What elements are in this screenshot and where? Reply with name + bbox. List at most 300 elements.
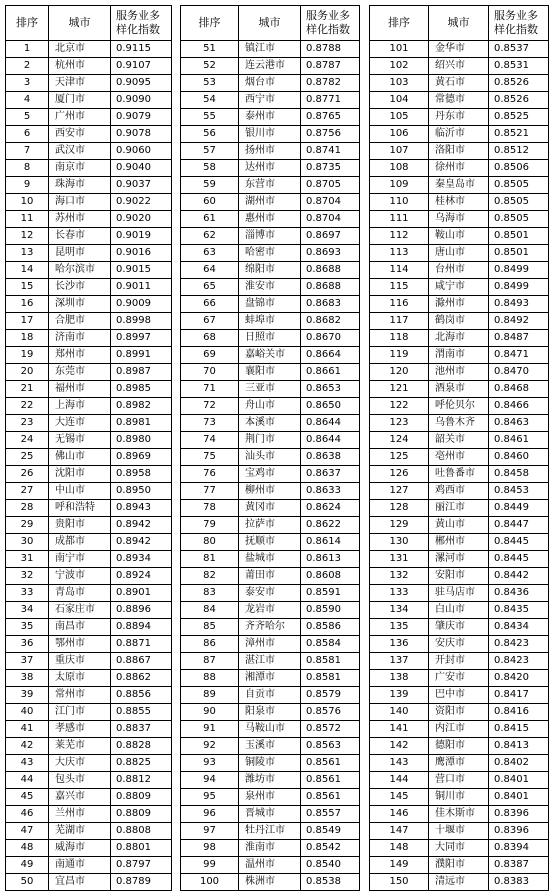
table-row [370, 585, 549, 602]
table-row [181, 772, 360, 789]
city-cell: 佛山市 [49, 449, 111, 466]
index-cell: 0.8493 [489, 296, 549, 313]
table-row [181, 602, 360, 619]
table-row [6, 619, 172, 636]
rank-cell: 24 [6, 432, 49, 449]
index-cell: 0.8991 [111, 347, 172, 364]
table-row [6, 704, 172, 721]
table-row [6, 806, 172, 823]
table-row [370, 194, 549, 211]
rank-cell: 105 [370, 109, 429, 126]
rank-cell: 122 [370, 398, 429, 415]
table-row [6, 177, 172, 194]
rank-cell: 83 [181, 585, 239, 602]
rank-cell: 114 [370, 262, 429, 279]
table-row [370, 687, 549, 704]
city-cell: 孝感市 [49, 721, 111, 738]
city-cell: 玉溪市 [239, 738, 301, 755]
city-cell: 莆田市 [239, 568, 301, 585]
city-cell: 温州市 [239, 857, 301, 874]
rank-cell: 131 [370, 551, 429, 568]
rank-cell: 25 [6, 449, 49, 466]
city-cell: 莱芜市 [49, 738, 111, 755]
city-cell: 鹤岗市 [429, 313, 489, 330]
city-cell: 大同市 [429, 840, 489, 857]
index-cell: 0.8396 [489, 823, 549, 840]
table-row [6, 857, 172, 874]
index-cell: 0.8590 [301, 602, 360, 619]
index-cell: 0.8468 [489, 381, 549, 398]
city-cell: 濮阳市 [429, 857, 489, 874]
index-cell: 0.9019 [111, 228, 172, 245]
rank-cell: 72 [181, 398, 239, 415]
city-cell: 金华市 [429, 41, 489, 58]
table-row [6, 602, 172, 619]
rank-cell: 129 [370, 517, 429, 534]
index-cell: 0.8934 [111, 551, 172, 568]
table-row [6, 636, 172, 653]
index-cell: 0.9016 [111, 245, 172, 262]
table-row [370, 874, 549, 891]
city-cell: 桂林市 [429, 194, 489, 211]
index-cell: 0.8969 [111, 449, 172, 466]
table-row [181, 500, 360, 517]
table-row [6, 194, 172, 211]
index-cell: 0.8788 [301, 41, 360, 58]
table-row [370, 364, 549, 381]
rank-cell: 75 [181, 449, 239, 466]
table-body-1 [6, 41, 172, 891]
index-cell: 0.8998 [111, 313, 172, 330]
table-row [181, 823, 360, 840]
index-cell: 0.8837 [111, 721, 172, 738]
table-row [6, 432, 172, 449]
rank-cell: 51 [181, 41, 239, 58]
index-cell: 0.8741 [301, 143, 360, 160]
city-cell: 威海市 [49, 840, 111, 857]
rank-cell: 22 [6, 398, 49, 415]
city-cell: 广州市 [49, 109, 111, 126]
rank-cell: 44 [6, 772, 49, 789]
city-cell: 淮南市 [239, 840, 301, 857]
index-cell: 0.8537 [489, 41, 549, 58]
table-row [370, 126, 549, 143]
rank-cell: 90 [181, 704, 239, 721]
city-cell: 德阳市 [429, 738, 489, 755]
table-row [370, 823, 549, 840]
table-row [6, 789, 172, 806]
rank-cell: 3 [6, 75, 49, 92]
rank-cell: 86 [181, 636, 239, 653]
index-cell: 0.8613 [301, 551, 360, 568]
table-row [181, 58, 360, 75]
index-cell: 0.8401 [489, 772, 549, 789]
index-cell: 0.8423 [489, 636, 549, 653]
table-row [181, 619, 360, 636]
index-cell: 0.8576 [301, 704, 360, 721]
header-city: 城市 [239, 6, 301, 41]
rank-cell: 132 [370, 568, 429, 585]
index-cell: 0.8688 [301, 279, 360, 296]
index-cell: 0.8447 [489, 517, 549, 534]
index-cell: 0.8492 [489, 313, 549, 330]
table-row [6, 840, 172, 857]
index-cell: 0.8487 [489, 330, 549, 347]
index-cell: 0.8787 [301, 58, 360, 75]
city-cell: 嘉峪关市 [239, 347, 301, 364]
index-cell: 0.9022 [111, 194, 172, 211]
index-cell: 0.9009 [111, 296, 172, 313]
index-cell: 0.8985 [111, 381, 172, 398]
table-row [181, 92, 360, 109]
rank-cell: 106 [370, 126, 429, 143]
table-row [6, 415, 172, 432]
table-row [6, 279, 172, 296]
rank-cell: 123 [370, 415, 429, 432]
table-row [181, 228, 360, 245]
city-cell: 抚顺市 [239, 534, 301, 551]
table-row [6, 721, 172, 738]
city-cell: 盘锦市 [239, 296, 301, 313]
table-row [370, 160, 549, 177]
table-row [6, 245, 172, 262]
header-rank: 排序 [181, 6, 239, 41]
city-cell: 襄阳市 [239, 364, 301, 381]
city-cell: 北海市 [429, 330, 489, 347]
city-cell: 湛江市 [239, 653, 301, 670]
city-cell: 淮安市 [239, 279, 301, 296]
table-row [370, 704, 549, 721]
index-cell: 0.8413 [489, 738, 549, 755]
city-cell: 厦门市 [49, 92, 111, 109]
city-cell: 西宁市 [239, 92, 301, 109]
rank-cell: 15 [6, 279, 49, 296]
table-row [6, 262, 172, 279]
rank-cell: 28 [6, 500, 49, 517]
table-row [370, 228, 549, 245]
city-cell: 泉州市 [239, 789, 301, 806]
index-cell: 0.8765 [301, 109, 360, 126]
table-row [181, 704, 360, 721]
rank-cell: 71 [181, 381, 239, 398]
rank-cell: 121 [370, 381, 429, 398]
index-cell: 0.8499 [489, 262, 549, 279]
city-cell: 白山市 [429, 602, 489, 619]
table-row [370, 58, 549, 75]
table-row [370, 602, 549, 619]
table-row [6, 449, 172, 466]
city-cell: 鹰潭市 [429, 755, 489, 772]
index-cell: 0.8756 [301, 126, 360, 143]
rank-cell: 54 [181, 92, 239, 109]
city-cell: 丹东市 [429, 109, 489, 126]
city-cell: 柳州市 [239, 483, 301, 500]
index-cell: 0.8862 [111, 670, 172, 687]
rank-cell: 49 [6, 857, 49, 874]
city-cell: 连云港市 [239, 58, 301, 75]
rank-cell: 40 [6, 704, 49, 721]
city-cell: 齐齐哈尔 [239, 619, 301, 636]
city-cell: 哈尔滨市 [49, 262, 111, 279]
index-cell: 0.8557 [301, 806, 360, 823]
rank-cell: 84 [181, 602, 239, 619]
rank-cell: 37 [6, 653, 49, 670]
table-row [6, 738, 172, 755]
city-cell: 驻马店市 [429, 585, 489, 602]
rank-cell: 115 [370, 279, 429, 296]
rank-cell: 69 [181, 347, 239, 364]
city-cell: 黄冈市 [239, 500, 301, 517]
table-row [370, 143, 549, 160]
city-cell: 酒泉市 [429, 381, 489, 398]
index-cell: 0.8505 [489, 194, 549, 211]
index-cell: 0.8644 [301, 415, 360, 432]
table-row [181, 534, 360, 551]
city-cell: 南京市 [49, 160, 111, 177]
table-row [6, 670, 172, 687]
table-row [6, 772, 172, 789]
rank-cell: 57 [181, 143, 239, 160]
city-cell: 吐鲁番市 [429, 466, 489, 483]
index-cell: 0.8782 [301, 75, 360, 92]
city-cell: 石家庄市 [49, 602, 111, 619]
table-row [6, 874, 172, 891]
rank-cell: 48 [6, 840, 49, 857]
city-cell: 江门市 [49, 704, 111, 721]
table-row [181, 806, 360, 823]
index-cell: 0.8396 [489, 806, 549, 823]
city-cell: 杭州市 [49, 58, 111, 75]
rank-cell: 93 [181, 755, 239, 772]
table-row [6, 228, 172, 245]
table-row [6, 398, 172, 415]
city-cell: 沈阳市 [49, 466, 111, 483]
rank-cell: 98 [181, 840, 239, 857]
rank-cell: 58 [181, 160, 239, 177]
table-row [181, 296, 360, 313]
index-cell: 0.8614 [301, 534, 360, 551]
city-cell: 渭南市 [429, 347, 489, 364]
city-cell: 舟山市 [239, 398, 301, 415]
index-cell: 0.8579 [301, 687, 360, 704]
rank-cell: 27 [6, 483, 49, 500]
rank-cell: 14 [6, 262, 49, 279]
city-cell: 泰州市 [239, 109, 301, 126]
header-rank: 排序 [6, 6, 49, 41]
rank-cell: 39 [6, 687, 49, 704]
index-cell: 0.8501 [489, 228, 549, 245]
index-cell: 0.9090 [111, 92, 172, 109]
table-row [181, 126, 360, 143]
rank-cell: 67 [181, 313, 239, 330]
city-cell: 武汉市 [49, 143, 111, 160]
city-cell: 郴州市 [429, 534, 489, 551]
city-cell: 绵阳市 [239, 262, 301, 279]
city-cell: 珠海市 [49, 177, 111, 194]
city-cell: 资阳市 [429, 704, 489, 721]
index-cell: 0.9011 [111, 279, 172, 296]
city-cell: 漯河市 [429, 551, 489, 568]
rank-cell: 60 [181, 194, 239, 211]
city-cell: 黄山市 [429, 517, 489, 534]
table-row [370, 568, 549, 585]
table-row [181, 789, 360, 806]
table-row [370, 619, 549, 636]
index-cell: 0.9078 [111, 126, 172, 143]
city-cell: 滁州市 [429, 296, 489, 313]
index-cell: 0.9095 [111, 75, 172, 92]
rank-cell: 95 [181, 789, 239, 806]
rank-cell: 17 [6, 313, 49, 330]
index-cell: 0.8561 [301, 789, 360, 806]
rank-cell: 146 [370, 806, 429, 823]
city-cell: 徐州市 [429, 160, 489, 177]
rank-cell: 26 [6, 466, 49, 483]
index-cell: 0.9037 [111, 177, 172, 194]
rank-cell: 135 [370, 619, 429, 636]
rank-cell: 142 [370, 738, 429, 755]
index-cell: 0.8505 [489, 211, 549, 228]
table-row [370, 500, 549, 517]
table-row [181, 636, 360, 653]
index-cell: 0.8664 [301, 347, 360, 364]
table-row [370, 279, 549, 296]
rank-cell: 70 [181, 364, 239, 381]
rank-cell: 9 [6, 177, 49, 194]
table-row [181, 721, 360, 738]
index-cell: 0.8797 [111, 857, 172, 874]
index-cell: 0.8624 [301, 500, 360, 517]
index-cell: 0.8501 [489, 245, 549, 262]
table-row [370, 449, 549, 466]
index-cell: 0.8417 [489, 687, 549, 704]
table-row [6, 551, 172, 568]
index-cell: 0.8943 [111, 500, 172, 517]
index-cell: 0.8809 [111, 806, 172, 823]
table-row [370, 262, 549, 279]
index-cell: 0.8637 [301, 466, 360, 483]
city-cell: 鄂州市 [49, 636, 111, 653]
city-cell: 海口市 [49, 194, 111, 211]
city-cell: 包头市 [49, 772, 111, 789]
rank-cell: 76 [181, 466, 239, 483]
city-cell: 自贡市 [239, 687, 301, 704]
index-cell: 0.8591 [301, 585, 360, 602]
ranking-table-1 [5, 5, 172, 891]
table-row [370, 840, 549, 857]
rank-cell: 30 [6, 534, 49, 551]
index-cell: 0.8470 [489, 364, 549, 381]
rank-cell: 101 [370, 41, 429, 58]
rank-cell: 147 [370, 823, 429, 840]
index-cell: 0.8987 [111, 364, 172, 381]
city-cell: 乌鲁木齐 [429, 415, 489, 432]
table-row [181, 279, 360, 296]
rank-cell: 130 [370, 534, 429, 551]
city-cell: 清远市 [429, 874, 489, 891]
rank-cell: 38 [6, 670, 49, 687]
rank-cell: 145 [370, 789, 429, 806]
table-row [6, 143, 172, 160]
rank-cell: 32 [6, 568, 49, 585]
rank-cell: 50 [6, 874, 49, 891]
index-cell: 0.9015 [111, 262, 172, 279]
rank-cell: 53 [181, 75, 239, 92]
rank-cell: 81 [181, 551, 239, 568]
header-rank: 排序 [370, 6, 429, 41]
table-row [6, 381, 172, 398]
city-cell: 苏州市 [49, 211, 111, 228]
rank-cell: 68 [181, 330, 239, 347]
rank-cell: 125 [370, 449, 429, 466]
rank-cell: 144 [370, 772, 429, 789]
rank-cell: 42 [6, 738, 49, 755]
city-cell: 黄石市 [429, 75, 489, 92]
index-cell: 0.8466 [489, 398, 549, 415]
index-cell: 0.8540 [301, 857, 360, 874]
table-row [370, 636, 549, 653]
city-cell: 马鞍山市 [239, 721, 301, 738]
city-cell: 福州市 [49, 381, 111, 398]
table-row [6, 92, 172, 109]
city-cell: 无锡市 [49, 432, 111, 449]
table-row [370, 313, 549, 330]
index-cell: 0.8697 [301, 228, 360, 245]
index-cell: 0.8644 [301, 432, 360, 449]
table-row [6, 41, 172, 58]
table-row [6, 483, 172, 500]
rank-cell: 141 [370, 721, 429, 738]
rank-cell: 59 [181, 177, 239, 194]
city-cell: 天津市 [49, 75, 111, 92]
table-row [6, 466, 172, 483]
city-cell: 亳州市 [429, 449, 489, 466]
rank-cell: 47 [6, 823, 49, 840]
index-cell: 0.8531 [489, 58, 549, 75]
city-cell: 秦皇岛市 [429, 177, 489, 194]
table-row [370, 653, 549, 670]
rank-cell: 82 [181, 568, 239, 585]
table-row [6, 568, 172, 585]
index-cell: 0.8435 [489, 602, 549, 619]
table-row [6, 517, 172, 534]
city-cell: 银川市 [239, 126, 301, 143]
header-index: 服务业多 样化指数 [489, 6, 549, 41]
city-cell: 唐山市 [429, 245, 489, 262]
table-row [370, 415, 549, 432]
index-cell: 0.8581 [301, 653, 360, 670]
index-cell: 0.8586 [301, 619, 360, 636]
city-cell: 宜昌市 [49, 874, 111, 891]
rank-cell: 139 [370, 687, 429, 704]
table-row [370, 755, 549, 772]
index-cell: 0.8499 [489, 279, 549, 296]
table-row [370, 296, 549, 313]
rank-cell: 100 [181, 874, 239, 891]
table-row [181, 857, 360, 874]
table-row [181, 670, 360, 687]
city-cell: 株洲市 [239, 874, 301, 891]
table-row [6, 109, 172, 126]
city-cell: 安阳市 [429, 568, 489, 585]
index-cell: 0.8572 [301, 721, 360, 738]
rank-cell: 33 [6, 585, 49, 602]
rank-cell: 99 [181, 857, 239, 874]
city-cell: 广安市 [429, 670, 489, 687]
index-cell: 0.8638 [301, 449, 360, 466]
city-cell: 长春市 [49, 228, 111, 245]
city-cell: 龙岩市 [239, 602, 301, 619]
